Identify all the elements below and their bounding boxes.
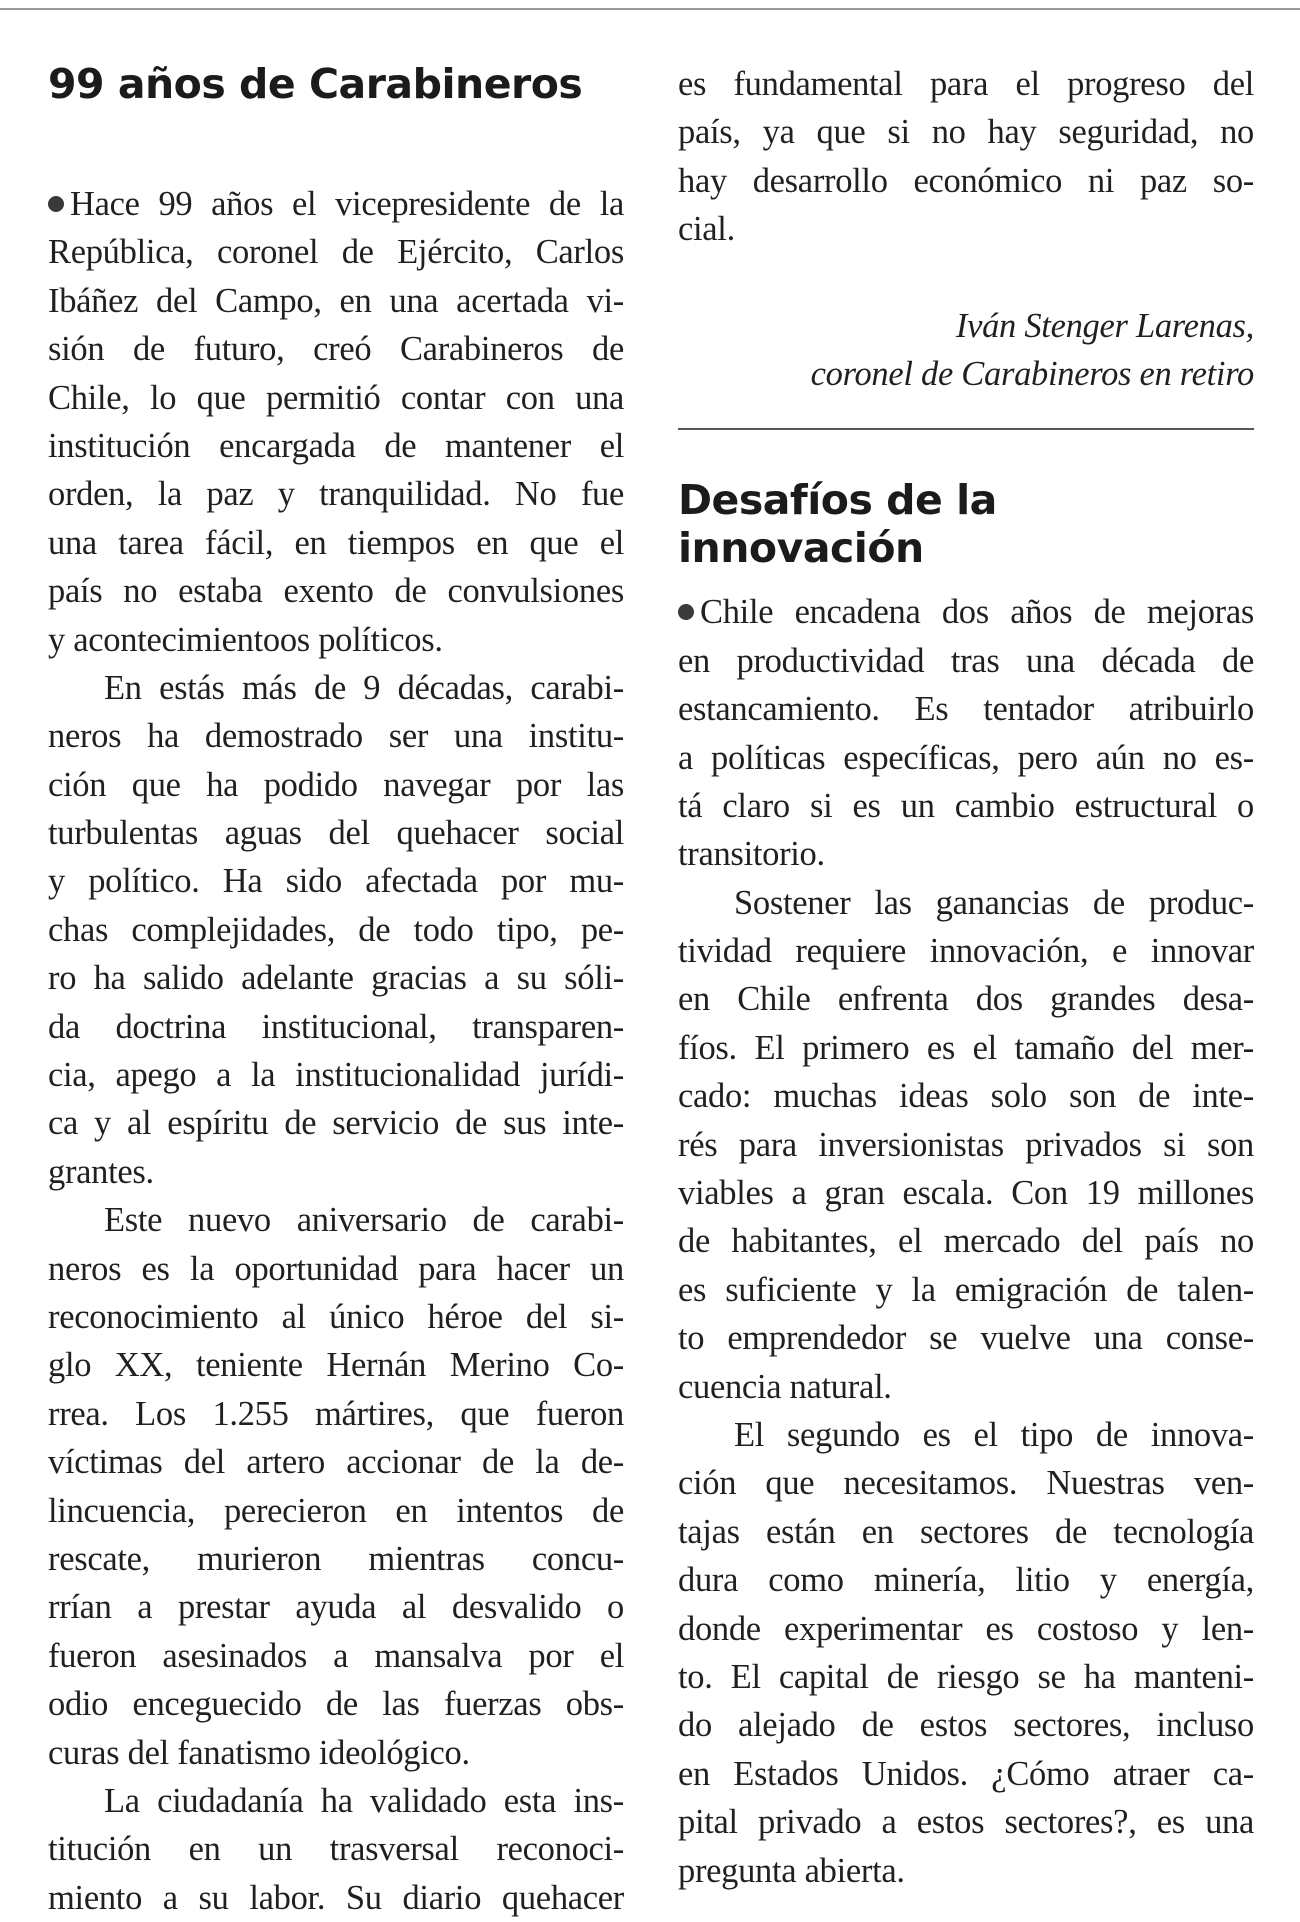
article-body-carabineros [48,180,624,1922]
paragraph-line: fueron asesinados a mansalva por el [48,1636,624,1675]
article-body-innovacion [678,588,1254,1895]
paragraph-line: en Estados Unidos. ¿Cómo atraer ca- [678,1754,1254,1793]
paragraph-line: es fundamental para el progreso del [678,65,1254,103]
paragraph-line: glo XX, teniente Hernán Merino Co- [48,1346,624,1385]
paragraph-line: Este nuevo aniversario de carabi- [104,1201,624,1240]
paragraph-line: odio enceguecido de las fuerzas obs- [48,1685,624,1724]
author-name: Iván Stenger Larenas, [955,306,1254,345]
paragraph-line: da doctrina institucional, transparen- [48,1007,624,1046]
paragraph-line: to emprendedor se vuelve una conse- [678,1319,1254,1358]
paragraph-line: pital privado a estos sectores?, es una [678,1803,1254,1842]
paragraph-line: rrea. Los 1.255 mártires, que fueron [48,1394,624,1433]
paragraph-line: reconocimiento al único héroe del si- [48,1297,624,1336]
paragraph-line: transitorio. [678,835,825,874]
paragraph-line: ción que necesitamos. Nuestras ven- [678,1464,1254,1503]
paragraph-line: donde experimentar es costoso y len- [678,1609,1254,1648]
paragraph-line: Chile, lo que permitió contar con una [48,378,624,417]
paragraph-line: y acontecimientoos políticos. [48,620,443,659]
paragraph-line: orden, la paz y tranquilidad. No fue [48,475,624,514]
paragraph-line: hay desarrollo económico ni paz so- [678,161,1254,200]
bullet-icon [678,604,694,620]
paragraph-line: tajas están en sectores de tecnología [678,1512,1254,1551]
paragraph-line: Chile encadena dos años de mejoras [678,588,1254,636]
paragraph-line: Sostener las ganancias de produc- [734,883,1254,922]
paragraph-line: dura como minería, litio y energía, [678,1561,1254,1600]
paragraph-line: tá claro si es un cambio estructural o [678,786,1254,825]
paragraph-line: rrían a prestar ayuda al desvalido o [48,1588,624,1627]
paragraph-line: do alejado de estos sectores, incluso [678,1706,1254,1745]
paragraph-line: cado: muchas ideas solo son de inte- [678,1077,1254,1116]
paragraph-line: República, coronel de Ejército, Carlos [48,233,624,272]
paragraph-line: curas del fanatismo ideológico. [48,1733,470,1772]
paragraph-line: víctimas del artero accionar de la de- [48,1443,624,1482]
article-continuation-carabineros [678,60,1254,254]
article-title-carabineros: 99 años de Carabineros [48,60,583,108]
paragraph-line: El segundo es el tipo de innova- [734,1415,1254,1454]
paragraph-line: to. El capital de riesgo se ha manteni- [678,1657,1254,1696]
article-title-innovacion: Desafíos de la innovación [678,476,997,573]
paragraph-line: cial. [678,210,735,249]
paragraph-line: en Chile enfrenta dos grandes desa- [678,980,1254,1019]
paragraph-line: tividad requiere innovación, e innovar [678,932,1254,971]
paragraph-line: ro ha salido adelante gracias a su sóli- [48,959,624,998]
paragraph-line: ción que ha podido navegar por las [48,765,624,804]
paragraph-line: En estás más de 9 décadas, carabi- [104,668,624,707]
paragraph-line: en productividad tras una década de [678,641,1254,680]
paragraph-line: y político. Ha sido afectada por mu- [48,862,624,901]
paragraph-line: cia, apego a la institucionalidad jurídi- [48,1056,624,1095]
right-column [678,60,1254,1895]
paragraph-line: país no estaba exento de convulsiones [48,572,624,611]
paragraph-line: de habitantes, el mercado del país no [678,1222,1254,1261]
paragraph-line: lincuencia, perecieron en intentos de [48,1491,624,1530]
bullet-icon [48,196,64,212]
paragraph-line: pregunta abierta. [678,1851,905,1890]
paragraph-line: rescate, murieron mientras concu- [48,1539,624,1578]
paragraph-line: neros ha demostrado ser una institu- [48,717,624,756]
author-signature [678,302,1254,399]
article-divider [678,428,1254,430]
paragraph-line: rés para inversionistas privados si son [678,1125,1254,1164]
paragraph-line: es suficiente y la emigración de talen- [678,1270,1254,1309]
paragraph-line: Ibáñez del Campo, en una acertada vi- [48,281,624,320]
paragraph-line: grantes. [48,1152,154,1191]
paragraph-line: miento a su labor. Su diario quehacer [48,1878,624,1917]
author-title: coronel de Carabineros en retiro [810,354,1254,393]
paragraph-line: neros es la oportunidad para hacer un [48,1249,624,1288]
left-column [48,60,624,1922]
paragraph-line: fíos. El primero es el tamaño del mer- [678,1028,1254,1067]
paragraph-line: cuencia natural. [678,1367,892,1406]
paragraph-line: institución encargada de mantener el [48,426,624,465]
paragraph-line: ca y al espíritu de servicio de sus inte- [48,1104,624,1143]
paragraph-line: titución en un trasversal reconoci- [48,1830,624,1869]
top-rule [0,8,1300,10]
paragraph-line: una tarea fácil, en tiempos en que el [48,523,624,562]
paragraph-line: chas complejidades, de todo tipo, pe- [48,910,624,949]
paragraph-line: Hace 99 años el vicepresidente de la [48,180,624,228]
paragraph-line: país, ya que si no hay seguridad, no [678,113,1254,152]
paragraph-line: sión de futuro, creó Carabineros de [48,330,624,369]
paragraph-line: turbulentas aguas del quehacer social [48,814,624,853]
paragraph-line: viables a gran escala. Con 19 millones [678,1174,1254,1213]
paragraph-line: a políticas específicas, pero aún no es- [678,738,1254,777]
paragraph-line: estancamiento. Es tentador atribuirlo [678,690,1254,729]
paragraph-line: La ciudadanía ha validado esta ins- [104,1781,624,1820]
